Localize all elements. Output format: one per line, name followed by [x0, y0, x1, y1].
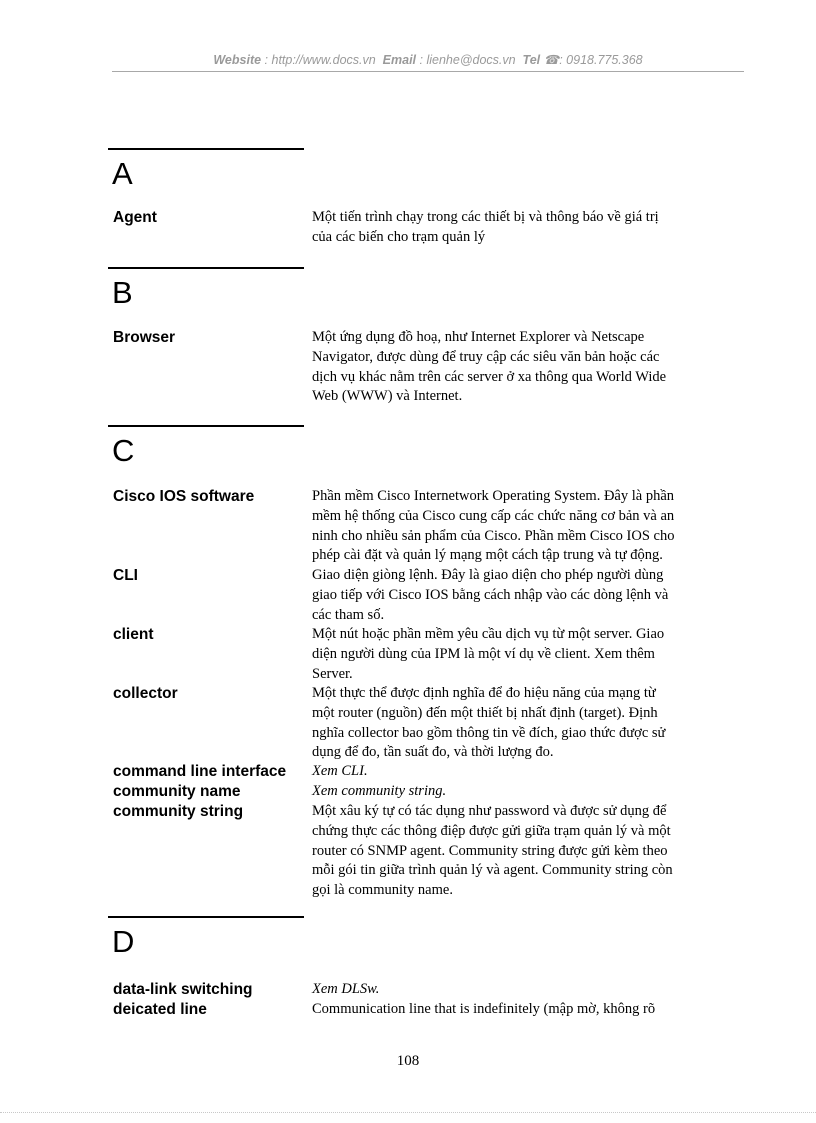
section-d — [108, 916, 708, 962]
page-bottom-border — [0, 1112, 816, 1113]
section-divider — [108, 267, 304, 269]
section-letter: D — [112, 924, 135, 959]
term: Agent — [113, 209, 157, 226]
phone-icon: ☎ — [543, 53, 560, 67]
term: deicated line — [113, 1001, 207, 1018]
section-letter: B — [112, 275, 133, 310]
definition: Giao diện giòng lệnh. Đây là giao diện cho phép người dùng giao tiếp với Cisco IOS bằng cách nhập vào các dòng lệnh và các tham số. — [312, 567, 669, 623]
section-divider — [108, 148, 304, 150]
section-divider — [108, 425, 304, 427]
section-letter: C — [112, 433, 135, 468]
definition: Một xâu ký tự có tác dụng như password và được sử dụng để chứng thực các thông điệp được gửi giữa trạm quản lý và một router có SNMP agent. Community string được gửi kèm theo mỗi gói tin giữa trình quản lý và agent. Community string còn gọi là community name. — [312, 803, 673, 899]
header-divider — [112, 71, 744, 72]
term: client — [113, 626, 154, 643]
section-b — [108, 267, 708, 313]
definition-crossref[interactable]: Xem DLSw. — [312, 981, 380, 997]
definition: Một nút hoặc phần mềm yêu cầu dịch vụ từ một server. Giao diện người dùng của IPM là một ví dụ về client. Xem thêm Server. — [312, 626, 665, 682]
definition-crossref[interactable]: Xem CLI. — [312, 763, 368, 779]
definition: Communication line that is indefinitely (mập mờ, không rõ — [312, 1001, 656, 1017]
email-label: Email — [382, 53, 417, 67]
term: Browser — [113, 329, 176, 346]
email-value[interactable]: : lienhe@docs.vn — [419, 53, 516, 67]
term: CLI — [113, 567, 138, 584]
page-number: 108 — [396, 1053, 420, 1069]
term: data-link switching — [113, 981, 253, 998]
page-header — [112, 52, 744, 67]
website-label: Website — [213, 53, 262, 67]
definition-crossref[interactable]: Xem community string. — [312, 783, 447, 799]
term: command line interface — [113, 763, 287, 780]
tel-value: : 0918.775.368 — [559, 53, 643, 67]
term: collector — [113, 685, 178, 702]
definition: Phần mềm Cisco Internetwork Operating System. Đây là phần mềm hệ thống của Cisco cung cấp các chức năng cơ bản và an ninh cho nhiều sản phẩm của Cisco. Phần mềm Cisco IOS cho phép cài đặt và quản lý mạng một cách tập trung và tự động. — [312, 488, 675, 564]
tel-label: Tel — [522, 53, 541, 67]
term: Cisco IOS software — [113, 488, 255, 505]
website-value[interactable]: : http://www.docs.vn — [264, 53, 376, 67]
section-letter: A — [112, 156, 133, 191]
definition: Một thực thể được định nghĩa để đo hiệu năng của mạng từ một router (nguồn) đến một thiết bị nhất định (target). Định nghĩa collector bao gồm thông tin về đích, giao thức được sử dụng để đo, tần suất đo, và thời lượng đo. — [312, 685, 666, 761]
section-divider — [108, 916, 304, 918]
section-c — [108, 425, 708, 471]
section-a — [108, 148, 708, 194]
definition: Một tiến trình chạy trong các thiết bị và thông báo về giá trị của các biến cho trạm quản lý — [312, 209, 659, 245]
definition: Một ứng dụng đồ hoạ, như Internet Explorer và Netscape Navigator, được dùng để truy cập các siêu văn bản hoặc các dịch vụ khác nằm trên các server ở xa thông qua World Wide Web (WWW) và Internet. — [312, 329, 667, 405]
term: community string — [113, 803, 244, 820]
term: community name — [113, 783, 241, 800]
